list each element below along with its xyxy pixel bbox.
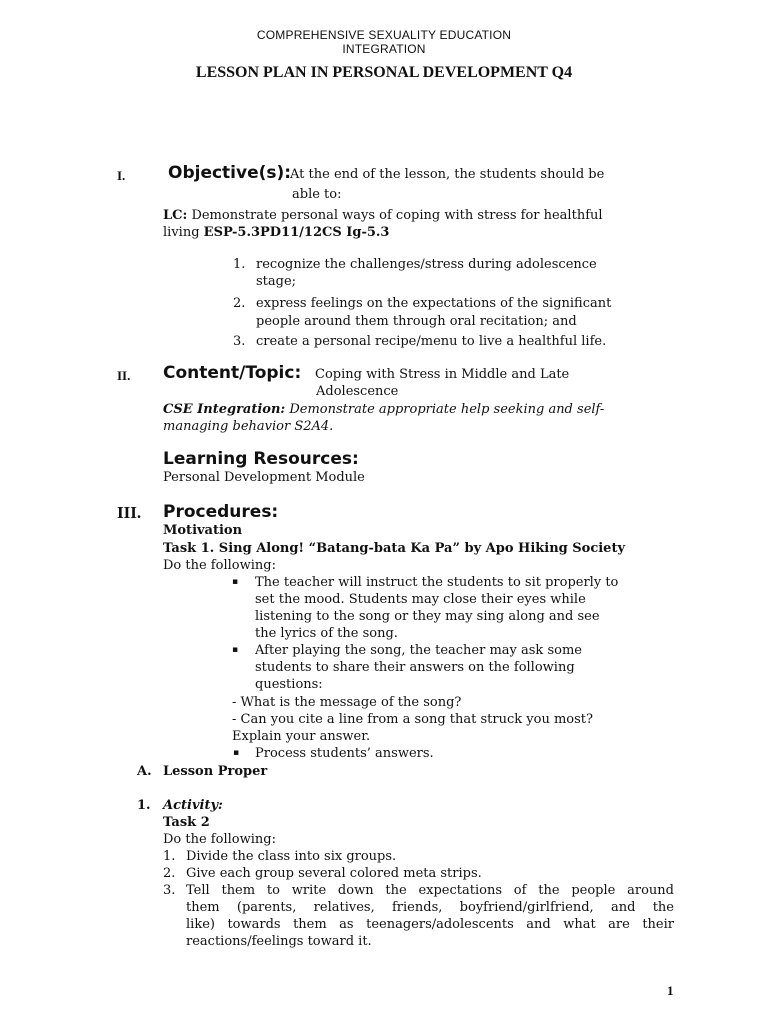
step-3-line-1: Tell them to write down the expectations of the people around [186, 883, 674, 898]
task-2-title: Task 2 [163, 815, 210, 830]
bullet-icon: ▪ [232, 577, 239, 587]
header-line-1: COMPREHENSIVE SEXUALITY EDUCATION [256, 28, 512, 42]
cse-integration [163, 401, 683, 418]
section-1-numeral: I. [117, 168, 126, 183]
objective-3-line-1: create a personal recipe/menu to live a healthful life. [256, 334, 607, 349]
document-title: LESSON PLAN IN PERSONAL DEVELOPMENT Q4 [195, 64, 573, 81]
cse-text-line-1: Demonstrate appropriate help seeking and self- [289, 402, 605, 417]
objectives-heading: Objective(s): [168, 163, 292, 183]
step-3-number: 3. [163, 883, 176, 898]
objective-item [233, 295, 245, 312]
objectives-intro-line-2: able to: [292, 187, 342, 202]
bullet-1-line-2: set the mood. Students may close their eyes while [255, 592, 586, 607]
do-following-2: Do the following: [163, 832, 276, 847]
activity-number: 1. [137, 798, 151, 813]
step-1 [163, 848, 175, 865]
topic-line-2: Adolescence [316, 384, 399, 399]
step-number: 1. [163, 849, 176, 864]
cse-text-line-2: managing behavior S2A4. [163, 419, 334, 434]
lc-text-line-2: living [163, 225, 200, 240]
learning-competency [163, 207, 683, 224]
content-topic-heading: Content/Topic: [163, 363, 302, 383]
bullet-2-line-2: students to share their answers on the following [255, 660, 575, 675]
cse-label: CSE Integration: [163, 402, 286, 417]
step-3-line-4: reactions/feelings toward it. [186, 934, 372, 949]
page-number: 1 [667, 983, 674, 998]
objective-1-line-1: recognize the challenges/stress during adolescence [256, 257, 597, 272]
question-1: - What is the message of the song? [232, 695, 462, 710]
bullet-1-line-1: The teacher will instruct the students to sit properly to [255, 575, 619, 590]
step-3-line-3: like) towards them as teenagers/adolescents and what are their [186, 917, 674, 932]
lesson-proper-heading: Lesson Proper [163, 764, 268, 779]
bullet-icon: ▪ [233, 748, 240, 758]
procedures-heading: Procedures: [163, 502, 279, 522]
objective-item [233, 333, 245, 350]
question-2-line-2: Explain your answer. [232, 729, 371, 744]
objective-2-line-2: people around them through oral recitation; and [256, 314, 577, 329]
task-1-title: Task 1. Sing Along! “Batang-bata Ka Pa” by Apo Hiking Society [163, 541, 626, 556]
process-answers: Process students’ answers. [255, 746, 434, 761]
learning-competency-line-2 [163, 224, 389, 241]
section-3-numeral: III. [117, 503, 142, 522]
learning-resources-heading: Learning Resources: [163, 449, 359, 469]
lc-text-line-1: Demonstrate personal ways of coping with stress for healthful [191, 208, 603, 223]
question-2: - Can you cite a line from a song that struck you most? [232, 712, 593, 727]
step-number: 2. [163, 866, 176, 881]
section-2-numeral: II. [117, 368, 131, 383]
step-2 [163, 865, 175, 882]
section-a-label: A. [137, 764, 152, 779]
objectives-intro-line-1: At the end of the lesson, the students should be [290, 167, 605, 182]
objective-number: 3. [233, 334, 246, 349]
bullet-1-line-3: listening to the song or they may sing along and see [255, 609, 600, 624]
learning-resources-text: Personal Development Module [163, 470, 365, 485]
bullet-1-line-4: the lyrics of the song. [255, 626, 398, 641]
objective-number: 1. [233, 257, 246, 272]
do-following-1: Do the following: [163, 558, 276, 573]
objective-number: 2. [233, 296, 246, 311]
step-3-line-2: them (parents, relatives, friends, boyfriend/girlfriend, and the [186, 900, 674, 915]
lc-code: ESP-5.3PD11/12CS Ig-5.3 [203, 225, 390, 240]
step-2-text: Give each group several colored meta strips. [186, 866, 482, 881]
lc-label: LC: [163, 208, 188, 223]
motivation-label: Motivation [163, 523, 243, 538]
activity-heading: Activity: [163, 798, 223, 813]
step-1-text: Divide the class into six groups. [186, 849, 397, 864]
bullet-icon: ▪ [232, 645, 239, 655]
topic-line-1: Coping with Stress in Middle and Late [315, 367, 570, 382]
header-line-2: INTEGRATION [342, 42, 426, 56]
objective-2-line-1: express feelings on the expectations of the significant [256, 296, 612, 311]
objective-item [233, 256, 245, 273]
bullet-2-line-3: questions: [255, 677, 323, 692]
bullet-2-line-1: After playing the song, the teacher may ask some [255, 643, 582, 658]
objective-1-line-2: stage; [256, 274, 297, 289]
